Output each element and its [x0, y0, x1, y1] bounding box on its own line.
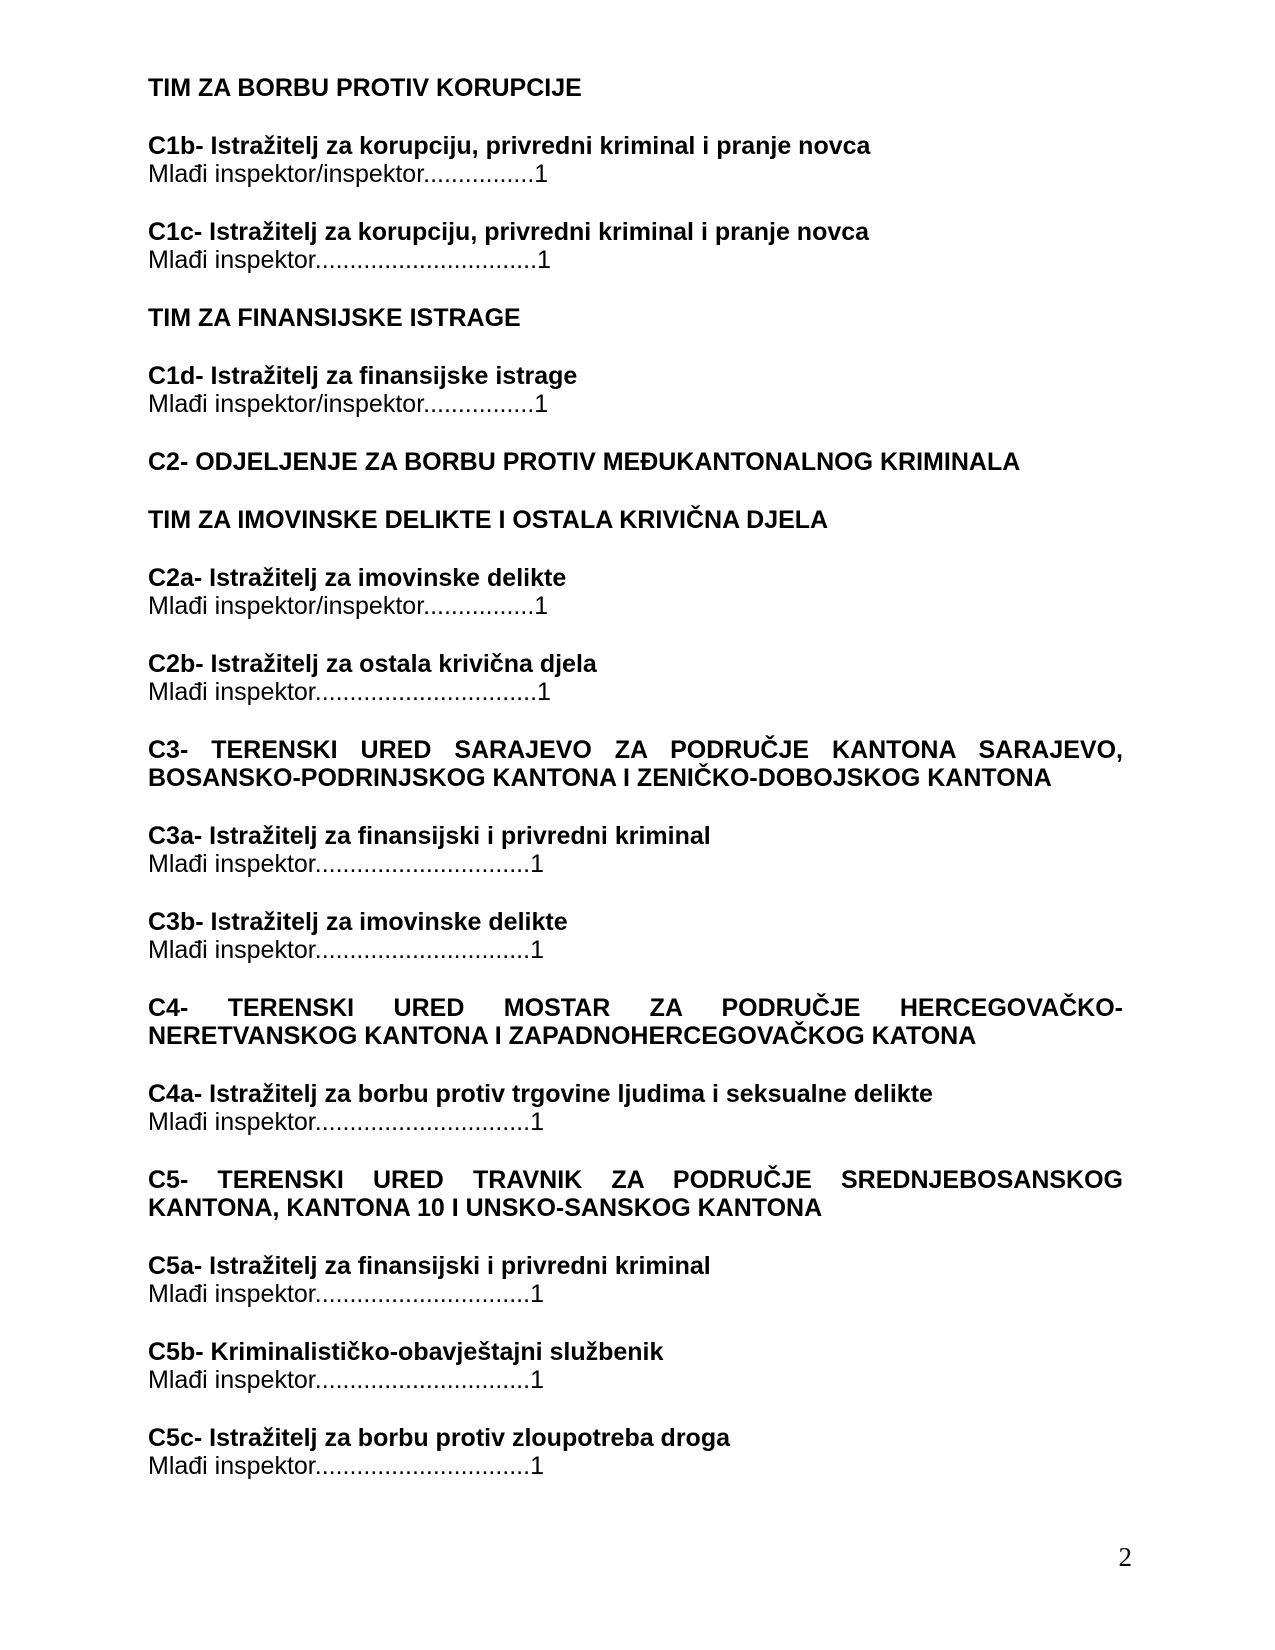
position-title: C3a- Istražitelj za finansijski i privredni kriminal — [148, 822, 711, 850]
position-title: C1b- Istražitelj za korupciju, privredni kriminal i pranje novca — [148, 132, 871, 160]
position-entry — [148, 1080, 1123, 1136]
position-entry — [148, 362, 1123, 418]
position-staffing-line: Mlađi inspektor/inspektor................1 — [148, 592, 549, 620]
position-staffing-line: Mlađi inspektor/inspektor................1 — [148, 160, 549, 188]
field-office-heading: C3- TERENSKI URED SARAJEVO ZA PODRUČJE KANTONA SARAJEVO, BOSANSKO-PODRINJSKOG KANTONA I ZENIČKO-DOBOJSKOG KANTONA — [148, 736, 1123, 792]
position-title: C5c- Istražitelj za borbu protiv zloupotreba droga — [148, 1424, 731, 1452]
field-office-heading: C4- TERENSKI URED MOSTAR ZA PODRUČJE HERCEGOVAČKO-NERETVANSKOG KANTONA I ZAPADNOHERCEGOVAČKOG KATONA — [148, 994, 1123, 1050]
position-title: C1d- Istražitelj za finansijske istrage — [148, 362, 578, 390]
position-staffing-line: Mlađi inspektor...............................1 — [148, 1366, 544, 1394]
position-title: C5a- Istražitelj za finansijski i privredni kriminal — [148, 1252, 711, 1280]
position-staffing-line: Mlađi inspektor................................1 — [148, 678, 551, 706]
team-heading: TIM ZA IMOVINSKE DELIKTE I OSTALA KRIVIČNA DJELA — [148, 506, 829, 534]
position-title: C3b- Istražitelj za imovinske delikte — [148, 908, 568, 936]
position-entry — [148, 564, 1123, 620]
position-title: C4a- Istražitelj za borbu protiv trgovine ljudima i seksualne delikte — [148, 1080, 933, 1108]
position-staffing-line: Mlađi inspektor...............................1 — [148, 936, 544, 964]
position-entry — [148, 650, 1123, 706]
position-title: C2b- Istražitelj za ostala krivična djela — [148, 650, 597, 678]
position-entry — [148, 1338, 1123, 1394]
position-entry — [148, 1252, 1123, 1308]
position-title: C5b- Kriminalističko-obavještajni službenik — [148, 1338, 664, 1366]
position-entry — [148, 132, 1123, 188]
position-staffing-line: Mlađi inspektor...............................1 — [148, 1280, 544, 1308]
field-office-heading: C5- TERENSKI URED TRAVNIK ZA PODRUČJE SREDNJEBOSANSKOG KANTONA, KANTONA 10 I UNSKO-SANSKOG KANTONA — [148, 1166, 1123, 1222]
position-staffing-line: Mlađi inspektor...............................1 — [148, 1452, 544, 1480]
team-heading: TIM ZA FINANSIJSKE ISTRAGE — [148, 304, 521, 332]
team-heading: TIM ZA BORBU PROTIV KORUPCIJE — [148, 74, 582, 102]
position-entry — [148, 822, 1123, 878]
position-staffing-line: Mlađi inspektor/inspektor................1 — [148, 390, 549, 418]
position-title: C2a- Istražitelj za imovinske delikte — [148, 564, 567, 592]
position-entry — [148, 1424, 1123, 1480]
department-heading: C2- ODJELJENJE ZA BORBU PROTIV MEĐUKANTONALNOG KRIMINALA — [148, 448, 1021, 476]
document-body — [148, 74, 1123, 1480]
position-staffing-line: Mlađi inspektor...............................1 — [148, 850, 544, 878]
position-title: C1c- Istražitelj za korupciju, privredni kriminal i pranje novca — [148, 218, 870, 246]
position-entry — [148, 908, 1123, 964]
position-entry — [148, 218, 1123, 274]
position-staffing-line: Mlađi inspektor................................1 — [148, 246, 551, 274]
position-staffing-line: Mlađi inspektor...............................1 — [148, 1108, 544, 1136]
page-number: 2 — [1118, 1542, 1132, 1572]
